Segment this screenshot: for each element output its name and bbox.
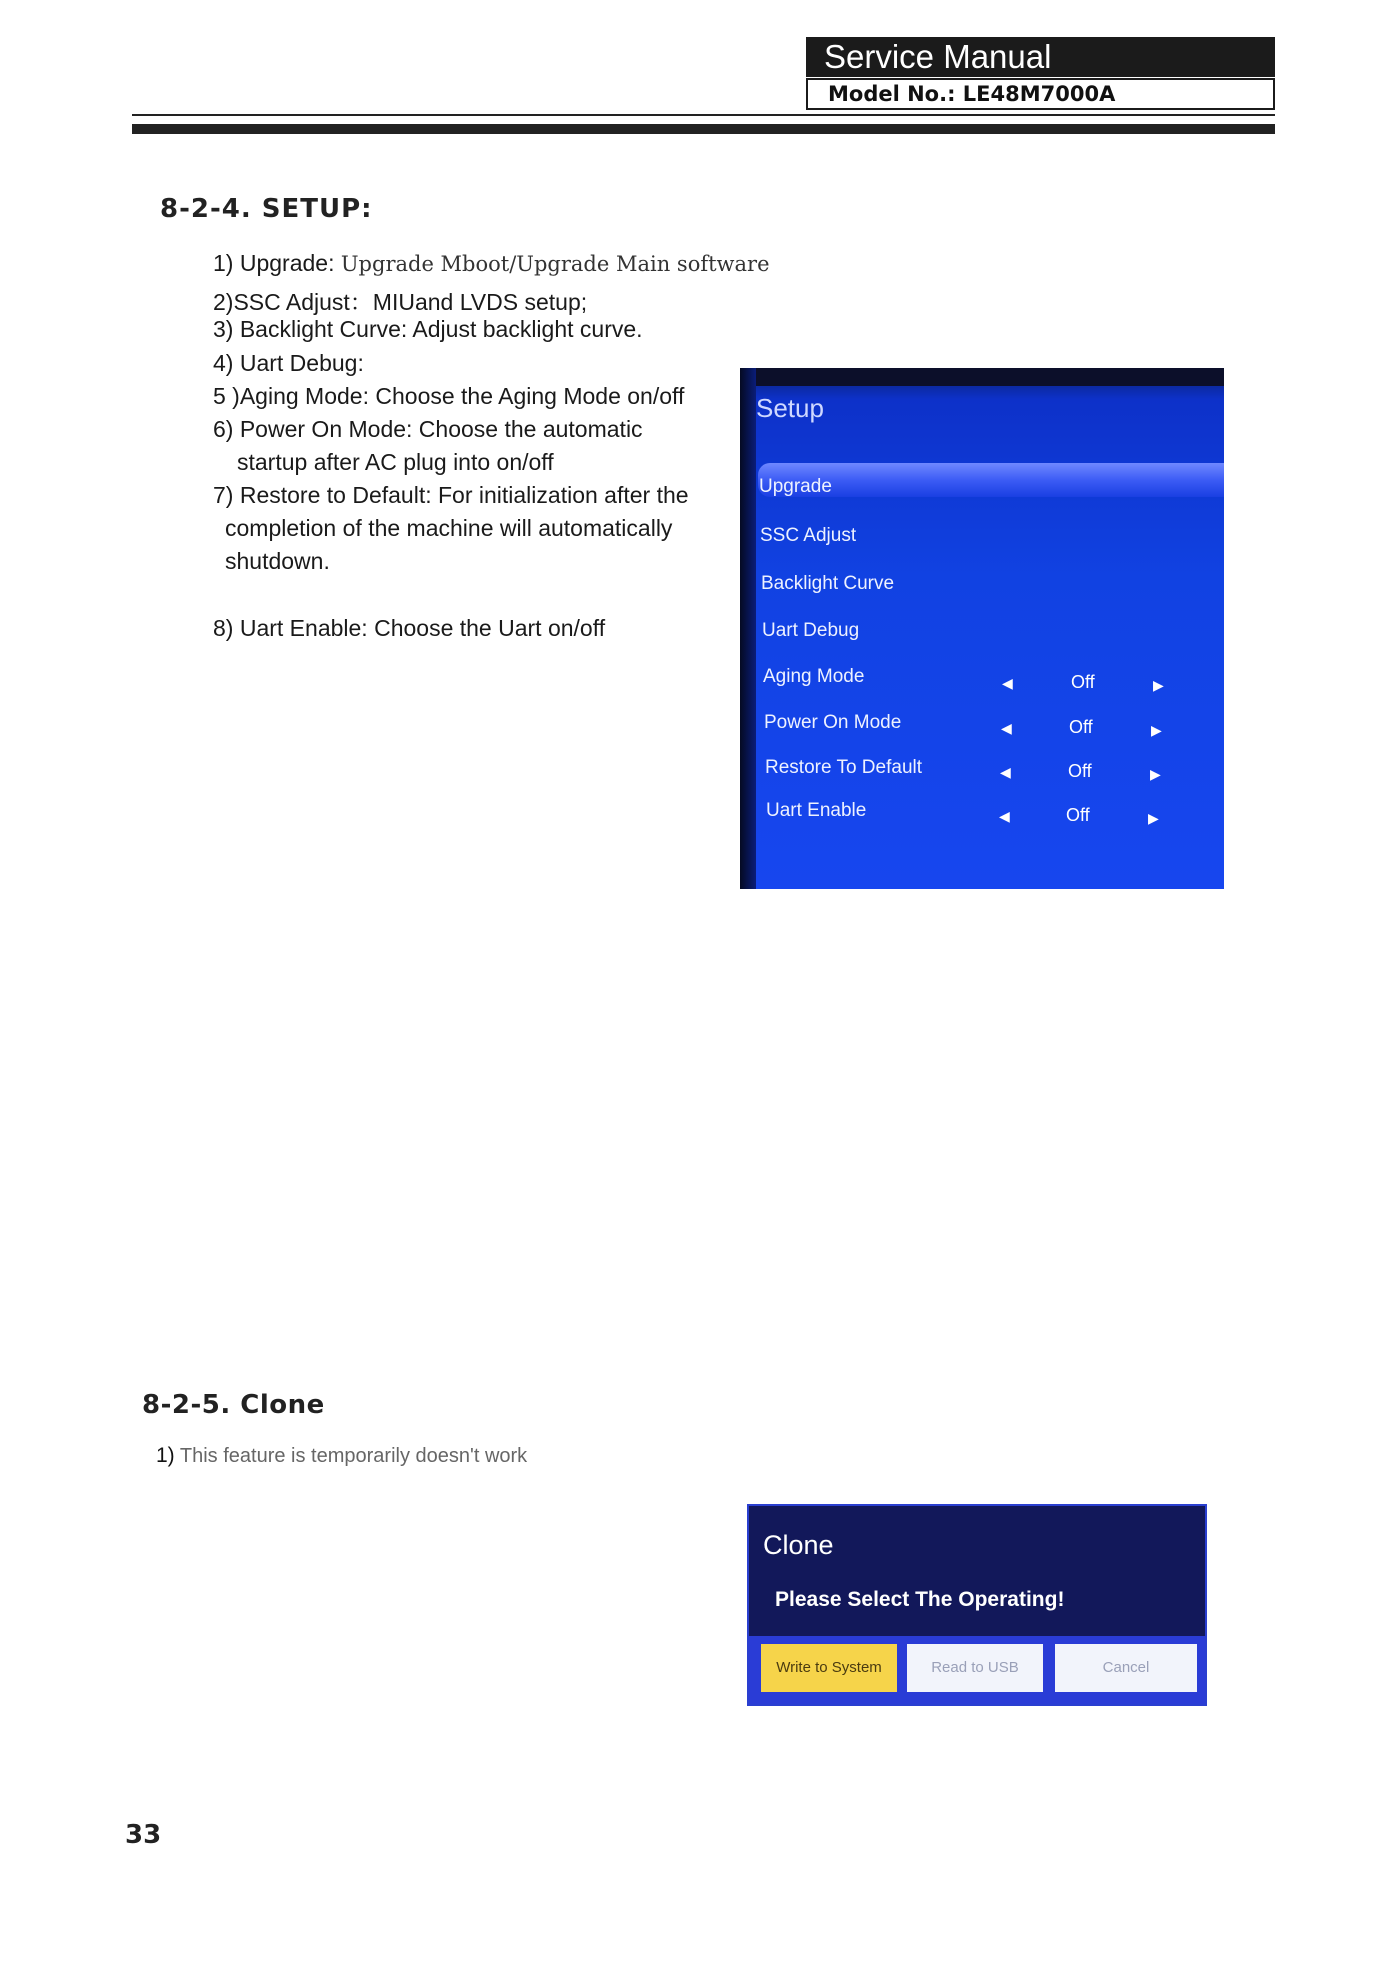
list-item-text: Upgrade Mboot/Upgrade Main software (340, 252, 770, 276)
list-item: 7) Restore to Default: For initialization after the (213, 482, 689, 508)
list-item-prefix: 1) Upgrade: (213, 250, 341, 276)
menu-item-upgrade: Upgrade (759, 476, 832, 497)
model-number: Model No.: LE48M7000A (806, 78, 1275, 110)
list-item (213, 250, 770, 277)
menu-item-ssc-adjust: SSC Adjust (760, 525, 857, 546)
option-value: Off (1068, 761, 1092, 781)
arrow-right-icon: ▶ (1151, 722, 1162, 738)
menu-item-aging-mode: Aging Mode (763, 666, 865, 687)
arrow-left-icon: ◀ (1000, 764, 1011, 780)
clone-description (156, 1444, 527, 1468)
arrow-left-icon: ◀ (1002, 675, 1013, 691)
arrow-right-icon: ▶ (1150, 766, 1161, 782)
list-item: startup after AC plug into on/off (237, 449, 554, 475)
clone-button-bar (749, 1636, 1207, 1706)
option-value: Off (1066, 805, 1090, 825)
clone-section-heading: 8-2-5. Clone (142, 1390, 325, 1420)
list-item: 2)SSC Adjust：MIUand LVDS setup; (213, 289, 588, 315)
clone-dialog-title: Clone (763, 1530, 834, 1560)
clone-dialog-message: Please Select The Operating! (775, 1588, 1065, 1611)
setup-menu-screenshot (740, 368, 1224, 889)
menu-item-backlight-curve: Backlight Curve (761, 573, 895, 594)
list-item: 5 )Aging Mode: Choose the Aging Mode on/off (213, 383, 685, 409)
list-item: 4) Uart Debug: (213, 350, 364, 376)
write-to-system-button: Write to System (761, 1644, 897, 1692)
menu-item-uart-debug: Uart Debug (762, 620, 860, 641)
header-rule-thin (132, 114, 1275, 116)
clone-item-number: 1) (156, 1444, 175, 1467)
clone-dialog-screenshot (747, 1504, 1207, 1706)
option-value: Off (1069, 717, 1093, 737)
menu-item-uart-enable: Uart Enable (766, 800, 867, 821)
read-to-usb-button: Read to USB (907, 1644, 1043, 1692)
clone-item-text: This feature is temporarily doesn't work (179, 1445, 528, 1467)
header-rule-thick (132, 124, 1275, 134)
list-item: 8) Uart Enable: Choose the Uart on/off (213, 615, 606, 641)
menu-item-power-on-mode: Power On Mode (764, 712, 902, 733)
list-item: shutdown. (225, 548, 330, 574)
tv-bezel (740, 368, 1224, 386)
arrow-right-icon: ▶ (1148, 810, 1159, 826)
list-item: 6) Power On Mode: Choose the automatic (213, 416, 643, 442)
option-value: Off (1071, 672, 1095, 692)
cancel-button: Cancel (1055, 1644, 1197, 1692)
arrow-right-icon: ▶ (1153, 677, 1164, 693)
arrow-left-icon: ◀ (999, 808, 1010, 824)
tv-bezel (740, 368, 756, 889)
setup-section-heading: 8-2-4. SETUP: (160, 194, 373, 224)
page-number: 33 (125, 1820, 162, 1850)
setup-menu-title: Setup (756, 393, 824, 423)
list-item: 3) Backlight Curve: Adjust backlight curve. (213, 316, 643, 342)
menu-item-restore-default: Restore To Default (765, 757, 923, 778)
manual-title: Service Manual (806, 37, 1275, 77)
list-item: completion of the machine will automatically (225, 515, 673, 541)
arrow-left-icon: ◀ (1001, 720, 1012, 736)
